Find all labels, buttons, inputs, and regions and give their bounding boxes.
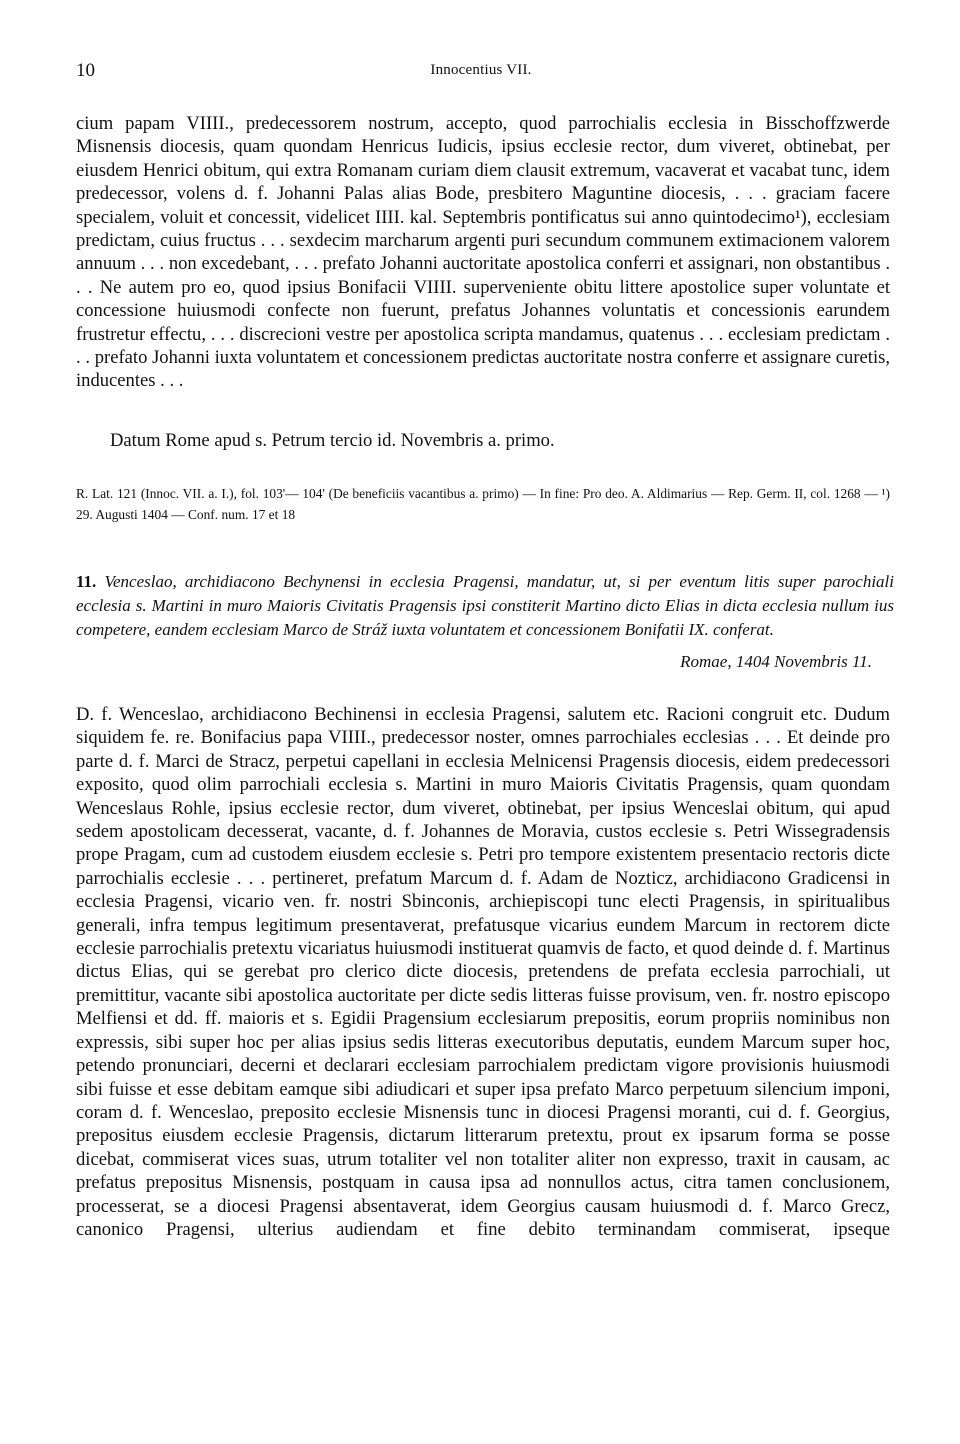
document-number: 11. <box>76 572 97 591</box>
dateline: Romae, 1404 Novembris 11. <box>680 652 872 671</box>
document-11-body: D. f. Wenceslao, archidiacono Bechinensi in ecclesia Pragensi, salutem etc. Racioni congruit etc. Dudum siquidem fe. re. Bonifacius papa VIIII., predecessor noster, omnes parrochiales ecclesias . . . Et deinde pro parte d. f. Marci de Stracz, perpetui capellani in ecclesia Melnicensi Pragensis diocesis, eidem predecessori exposito, quod olim parrochiali ecclesia s. Martini in muro Maioris Civitatis Pragensis, quam quondam Wenceslaus Rohle, ipsius ecclesie rector, dum viveret, obtinebat, per ipsius Wenceslai obitum, qui apud sedem apostolicam decesserat, vacante, d. f. Johannes de Moravia, custos ecclesie s. Petri Wissegradensis prope Pragam, cum ad custodem eiusdem ecclesie s. Petri pro tempore existentem presentacio rectoris dicte parrochialis ecclesie . . . pertineret, prefatum Marcum d. f. Adam de Nozticz, archidiacono Gradicensi in ecclesia Pragensi, vicario ven. fr. nostri Sbinconis, archiepiscopi tunc electi Pragensis, in spiritualibus generali, infra tempus legitimum presentaverat, prefatusque vicarius eundem Marcum in rectorem dicte ecclesie parrochialis pretextu vicariatus huiusmodi instituerat quamvis de facto, et quod deinde d. f. Martinus dictus Elias, qui se gerebat pro clerico dicte diocesis, pretendens de prefata ecclesia parrochiali, ut premittitur, vacante sibi apostolica auctoritate per dicte sedis litteras fuisse provisum, ven. fr. nostro episcopo Melfiensi et dd. ff. maioris et s. Egidii Pragensium ecclesiarum prepositis, eorum propriis nominibus non expressis, sibi super hoc per alias ipsius sedis litteras executoribus deputatis, eundem Marcum super hoc, petendo pronunciari, decerni et declarari ecclesiam parrochialem predictam vigore provisionis huiusmodi sibi fuisse et esse debitam eamque sibi adiudicari et super ipsa prefato Marco perpetuum silencium imponi, coram d. f. Wenceslao, preposito ecclesie Misnensis tunc in diocesi Pragensi moranti, cui d. f. Georgius, prepositus eiusdem ecclesie Pragensis, dictarum litterarum pretextu, prout ex ipsarum forma se posse dicebat, commiserat vices suas, utrum totaliter vel non totaliter aliter non expresso, traxit in causam, ac prefatus prepositus Misnensis, postquam in causa ipsa ad nonnullos actus, citra tamen conclusionem, processerat, se a diocesi Pragensi absentaverat, idem Georgius causam huiusmodi d. f. Marco Grecz, canonico Pragensi, ulterius audiendam et fine debito terminandam commiserat, ipseque <box>76 704 890 1240</box>
document-9-body: cium papam VIIII., predecessorem nostrum, accepto, quod parrochialis ecclesia in Bisschoffzwerde Misnensis diocesis, quam quondam Henricus Iudicis, ipsius ecclesie rector, dum viveret, obtinebat, per eiusdem Henrici obitum, qui extra Romanam curiam diem clausit extremum, vacaverat et vacabat tunc, idem predecessor, volens d. f. Johanni Palas alias Bode, presbitero Maguntine diocesis, . . . graciam facere specialem, voluit et concessit, videlicet IIII. kal. Septembris pontificatus sui anno quintodecimo¹), ecclesiam predictam, cuius fructus . . . sexdecim marcharum argenti puri secundum communem extimacionem valorem annuum . . . non excedebant, . . . prefato Johanni auctoritate apostolica conferri et assignari, non obstantibus . . . Ne autem pro eo, quod ipsius Bonifacii VIIII. superveniente obitu littere apostolice super voluntate et concessione huiusmodi confecte non fuerunt, prefatus Johannes voluntatis et concessionis earundem frustretur effectu, . . . discrecioni vestre per apostolica scripta mandamus, quatenus . . . ecclesiam predictam . . . prefato Johanni iuxta voluntatem et concessionem predictas auctoritate nostra conferre et assignare curetis, inducentes . . . <box>76 113 890 392</box>
datum-line: Datum Rome apud s. Petrum tercio id. Novembris a. primo. <box>110 430 555 451</box>
page-number: 10 <box>76 60 95 81</box>
summary-text: Venceslao, archidiacono Bechynensi in ecclesia Pragensi, mandatur, ut, si per eventum litis super parochiali ecclesia s. Martini in muro Maioris Civitatis Pragensis ipsi constiterit Martino dicto Elias in dicta ecclesia nullum ius competere, eandem ecclesiam Marco de Stráž iuxta voluntatem et concessionem Bonifatii IX. conferat. <box>76 572 894 639</box>
running-title: Innocentius VII. <box>430 62 532 78</box>
document-11-summary <box>76 570 894 642</box>
archival-notes: R. Lat. 121 (Innoc. VII. a. I.), fol. 103'— 104' (De beneficiis vacantibus a. primo) — In fine: Pro deo. A. Aldimarius — Rep. Germ. II, col. 1268 — ¹) 29. Augusti 1404 — Conf. num. 17 et 18 <box>76 486 890 522</box>
page-header <box>76 60 886 86</box>
